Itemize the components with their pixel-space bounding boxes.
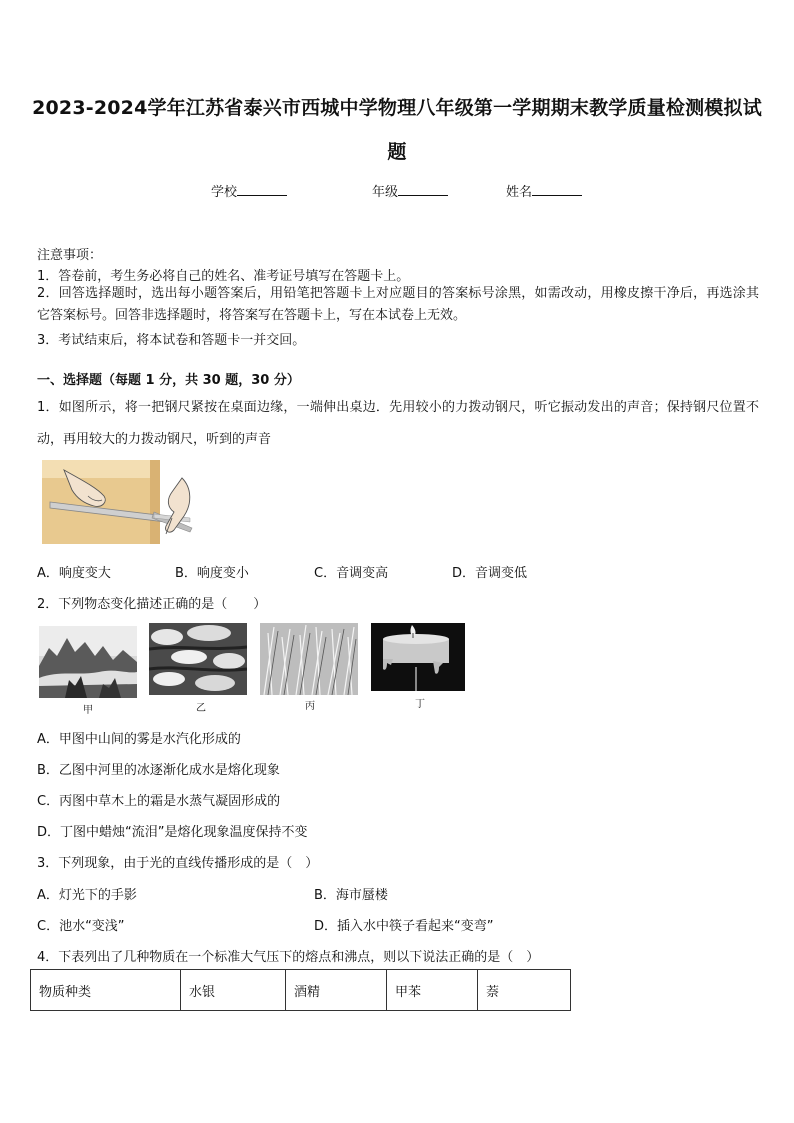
table-header-cell: 萘	[478, 970, 571, 1011]
caption-bing: 丙	[305, 701, 315, 712]
q1-option-b[interactable]: B．响度变小	[175, 566, 249, 581]
school-blank[interactable]	[237, 182, 287, 196]
grade-blank[interactable]	[398, 182, 448, 196]
caption-jia: 甲	[83, 705, 93, 716]
q3-option-d[interactable]: D．插入水中筷子看起来“变弯”	[314, 919, 494, 934]
frost-grass-image	[260, 623, 358, 695]
table-row	[31, 970, 571, 1011]
notice-item-3: 3．考试结束后，将本试卷和答题卡一并交回。	[37, 333, 306, 348]
table-header-cell: 水银	[181, 970, 286, 1011]
question-3-stem: 3．下列现象，由于光的直线传播形成的是（ ）	[37, 856, 319, 871]
figure-jia-mountain-fog	[39, 626, 137, 698]
candle-image	[371, 623, 465, 691]
notice-item-2: 2．回答选择题时，选出每小题答案后，用铅笔把答题卡上对应题目的答案标号涂黑，如需改动，用橡皮擦干净后，再选涂其它答案标号。回答非选择题时，将答案写在答题卡上，写在本试卷上无效。	[37, 286, 759, 323]
q2-option-d[interactable]: D．丁图中蜡烛“流泪”是熔化现象温度保持不变	[37, 825, 308, 840]
q1-option-c[interactable]: C．音调变高	[314, 566, 389, 581]
notice-item-1: 1．答卷前，考生务必将自己的姓名、准考证号填写在答题卡上。	[37, 269, 410, 284]
caption-ding: 丁	[415, 699, 425, 710]
question-1-stem: 1．如图所示，将一把钢尺紧按在桌面边缘，一端伸出桌边．先用较小的力拨动钢尺，听它振动发出的声音；保持钢尺位置不动，再用较大的力拨动钢尺，听到的声音	[37, 400, 759, 447]
name-field[interactable]	[506, 181, 582, 200]
name-blank[interactable]	[532, 182, 582, 196]
grade-field[interactable]	[372, 181, 448, 200]
mountain-fog-image	[39, 626, 137, 698]
table-header-cell: 物质种类	[31, 970, 181, 1011]
name-label: 姓名	[506, 185, 533, 200]
steel-ruler-figure	[42, 460, 202, 544]
section-heading: 一、选择题（每题 1 分，共 30 题，30 分）	[37, 373, 300, 388]
title-line-2: 题	[387, 141, 407, 163]
q1-option-d[interactable]: D．音调变低	[452, 566, 528, 581]
caption-yi: 乙	[196, 703, 206, 714]
q2-option-c[interactable]: C．丙图中草木上的霜是水蒸气凝固形成的	[37, 794, 281, 809]
q3-option-b[interactable]: B．海市蜃楼	[314, 888, 388, 903]
melting-boiling-table	[30, 969, 571, 1011]
table-header-cell: 甲苯	[387, 970, 478, 1011]
q1-option-a[interactable]: A．响度变大	[37, 566, 111, 581]
figure-ding-candle	[371, 623, 465, 691]
page-title	[30, 86, 764, 174]
river-ice-image	[149, 623, 247, 695]
q2-option-b[interactable]: B．乙图中河里的冰逐渐化成水是熔化现象	[37, 763, 280, 778]
school-field[interactable]	[211, 181, 287, 200]
figure-yi-river-ice	[149, 623, 247, 695]
title-line-1: 2023-2024学年江苏省泰兴市西城中学物理八年级第一学期期末教学质量检测模拟试	[32, 97, 762, 119]
school-label: 学校	[211, 185, 238, 200]
notice-heading: 注意事项：	[37, 248, 103, 263]
steel-ruler-illustration	[42, 460, 202, 544]
question-2-stem: 2．下列物态变化描述正确的是（ ）	[37, 597, 267, 612]
question-4-stem: 4．下表列出了几种物质在一个标准大气压下的熔点和沸点，则以下说法正确的是（ ）	[37, 950, 540, 965]
q3-option-a[interactable]: A．灯光下的手影	[37, 888, 137, 903]
figure-bing-frost-grass	[260, 623, 358, 695]
q3-option-c[interactable]: C．池水“变浅”	[37, 919, 125, 934]
q2-option-a[interactable]: A．甲图中山间的雾是水汽化形成的	[37, 732, 241, 747]
table-header-cell: 酒精	[286, 970, 387, 1011]
grade-label: 年级	[372, 185, 399, 200]
